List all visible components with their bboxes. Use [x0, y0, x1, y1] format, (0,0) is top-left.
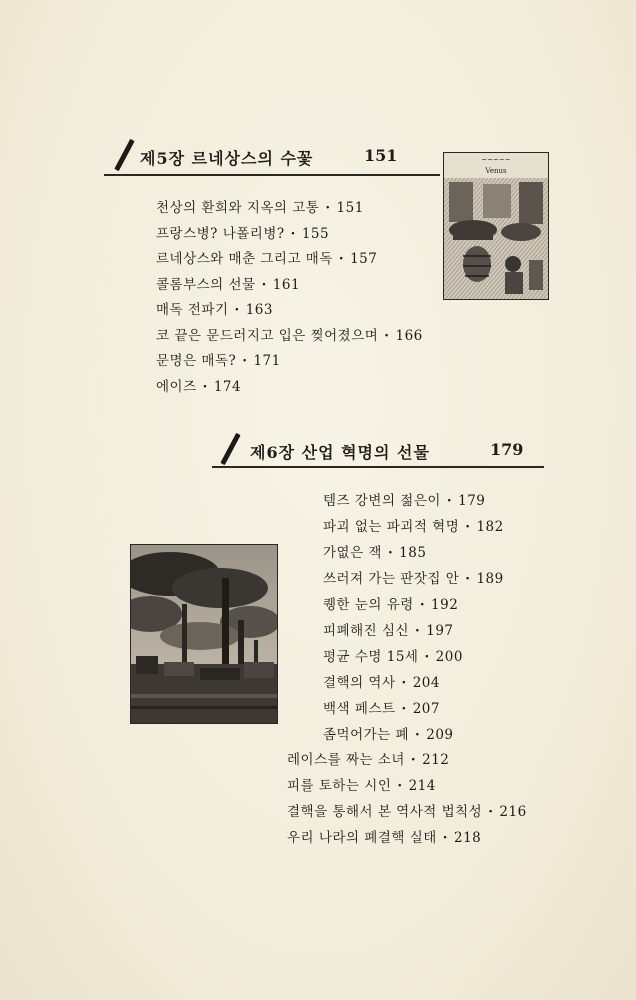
- chapter6-factory-image: [130, 544, 278, 724]
- chapter5-page: 151: [364, 146, 398, 165]
- toc-entry: 쓰러져 가는 판잣집 안 · 189: [323, 571, 504, 587]
- toc-entry: 매독 전파기 · 163: [156, 302, 273, 318]
- svg-text:~~~~~: ~~~~~: [481, 156, 511, 164]
- chapter6-rule: [212, 466, 544, 468]
- toc-entry: 퀭한 눈의 유령 · 192: [323, 597, 459, 613]
- toc-entry: 백색 페스트 · 207: [323, 701, 440, 717]
- toc-entry: 우리 나라의 폐결핵 실태 · 218: [287, 830, 482, 846]
- chapter5-rule: [104, 174, 440, 176]
- chapter5-title: 제5장 르네상스의 수꽃: [140, 149, 314, 168]
- toc-entry: 결핵의 역사 · 204: [323, 675, 440, 691]
- chapter6-page: 179: [490, 440, 524, 459]
- toc-entry: 피를 토하는 시인 · 214: [287, 778, 436, 794]
- chapter5-slash-mark: [114, 139, 134, 171]
- chapter6-slash-mark: [220, 433, 240, 465]
- toc-entry: 프랑스병? 나폴리병? · 155: [156, 226, 330, 242]
- toc-entry: 에이즈 · 174: [156, 379, 242, 395]
- venus-caption: Venus: [485, 167, 507, 175]
- toc-entry: 가엾은 잭 · 185: [323, 545, 427, 561]
- toc-entry: 르네상스와 매춘 그리고 매독 · 157: [156, 251, 378, 267]
- toc-entry: 좀먹어가는 폐 · 209: [323, 727, 454, 743]
- toc-entry: 템즈 강변의 젊은이 · 179: [323, 493, 486, 509]
- toc-entry: 문명은 매독? · 171: [156, 353, 281, 369]
- toc-entry: 천상의 환희와 지옥의 고통 · 151: [156, 200, 364, 216]
- toc-entry: 평균 수명 15세 · 200: [323, 649, 463, 665]
- toc-entry: 레이스를 짜는 소녀 · 212: [287, 752, 450, 768]
- toc-entry: 코 끝은 문드러지고 입은 찢어졌으며 · 166: [156, 328, 423, 344]
- toc-entry: 결핵을 통해서 본 역사적 법칙성 · 216: [287, 804, 527, 820]
- chapter5-engraving-image: [443, 152, 549, 300]
- toc-entry: 콜롬부스의 선물 · 161: [156, 277, 301, 293]
- toc-entry: 파괴 없는 파괴적 혁명 · 182: [323, 519, 504, 535]
- toc-entry: 피폐해진 심신 · 197: [323, 623, 454, 639]
- chapter6-title: 제6장 산업 혁명의 선물: [250, 443, 430, 462]
